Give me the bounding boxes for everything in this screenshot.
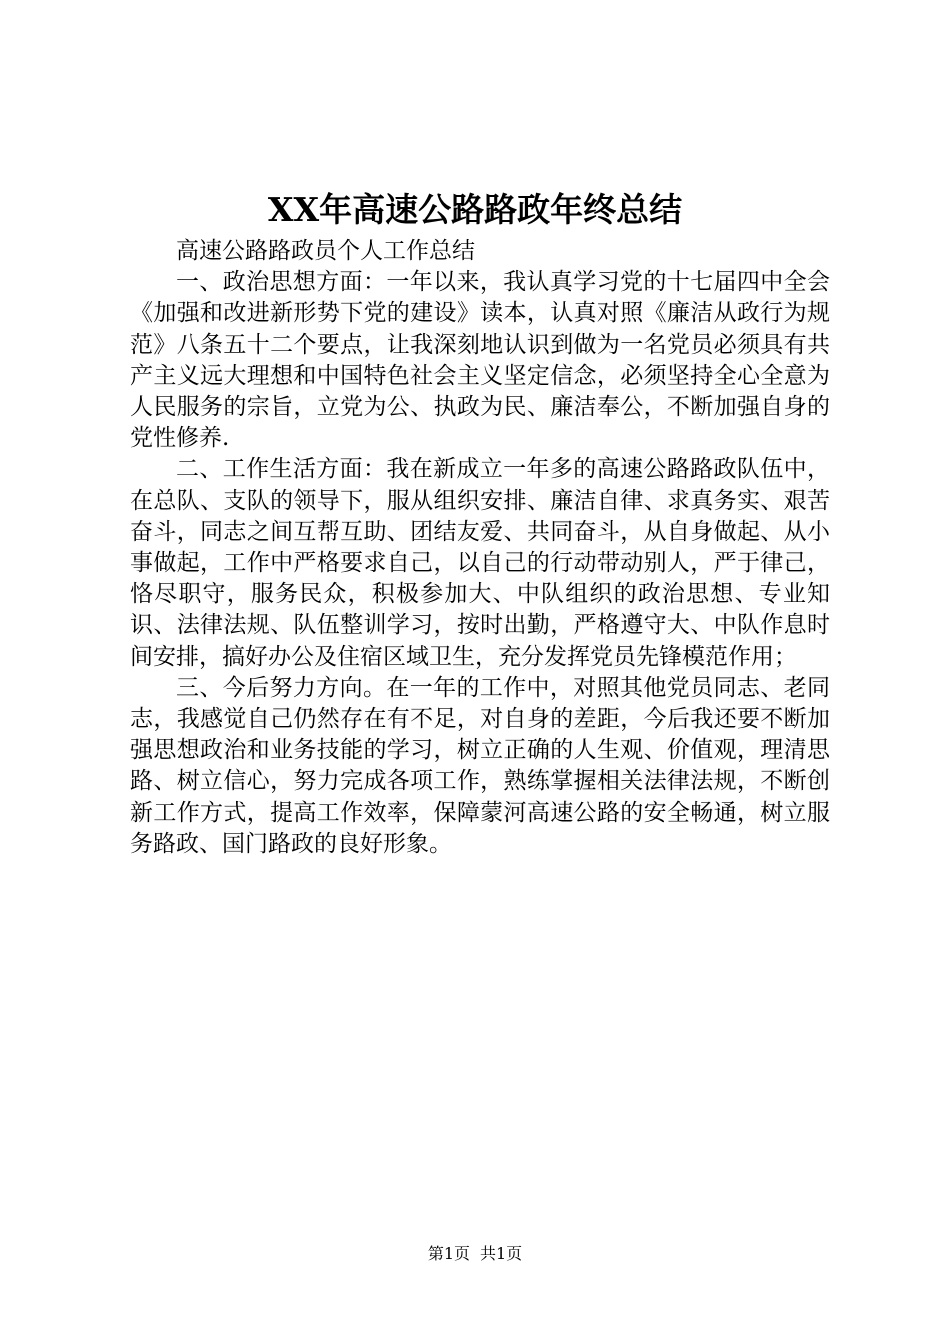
document-subtitle: 高速公路路政员个人工作总结 [176, 238, 475, 264]
paragraph-future-direction: 三、今后努力方向。在一年的工作中，对照其他党员同志、老同志，我感觉自己仍然存在有不足，对自身的差距，今后我还要不断加强思想政治和业务技能的学习，树立正确的人生观、价值观，理清思路、树立信心，努力完成各项工作，熟练掌握相关法律法规，不断创新工作方式，提高工作效率，保障蒙河高速公路的安全畅通，树立服务路政、国门路政的良好形象。 [130, 674, 830, 857]
page-number: 第1页 [427, 1244, 470, 1263]
document-body [130, 236, 830, 860]
page-total: 共1页 [480, 1244, 523, 1263]
page-footer [0, 1242, 950, 1266]
document-title: XX年高速公路路政年终总结 [267, 190, 683, 229]
paragraph-political-thought: 一、政治思想方面：一年以来，我认真学习党的十七届四中全会《加强和改进新形势下党的建设》读本，认真对照《廉洁从政行为规范》八条五十二个要点，让我深刻地认识到做为一名党员必须具有共产主义远大理想和中国特色社会主义坚定信念，必须坚持全心全意为人民服务的宗旨，立党为公、执政为民、廉洁奉公，不断加强自身的党性修养. [130, 269, 830, 452]
paragraph-work-life: 二、工作生活方面：我在新成立一年多的高速公路路政队伍中，在总队、支队的领导下，服从组织安排、廉洁自律、求真务实、艰苦奋斗，同志之间互帮互助、团结友爱、共同奋斗，从自身做起、从小事做起，工作中严格要求自己，以自己的行动带动别人，严于律己，恪尽职守，服务民众，积极参加大、中队组织的政治思想、专业知识、法律法规、队伍整训学习，按时出勤，严格遵守大、中队作息时间安排，搞好办公及住宿区域卫生，充分发挥党员先锋模范作用； [130, 456, 830, 670]
